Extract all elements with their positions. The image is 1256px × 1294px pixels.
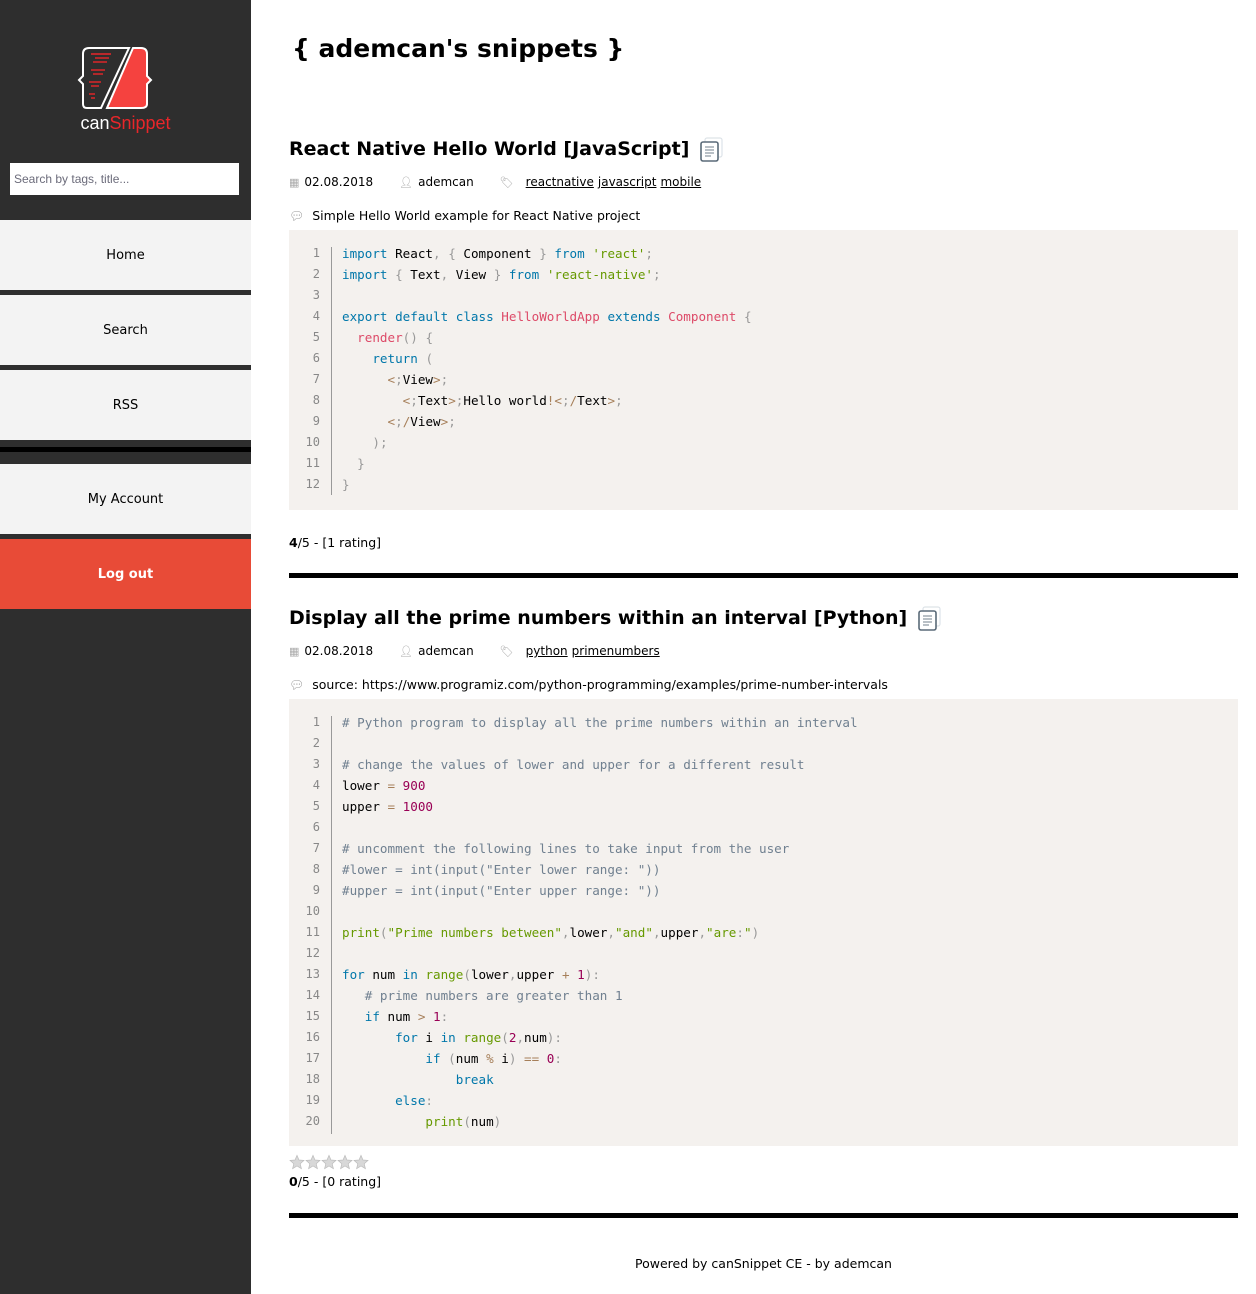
code-line: # prime numbers are greater than 1	[342, 988, 623, 1003]
line-number-separator	[331, 716, 332, 1134]
code-line: <;View>;	[387, 372, 449, 387]
line-number: 7	[312, 372, 320, 386]
line-number: 11	[305, 925, 320, 939]
comments-icon: 💬︎	[289, 677, 305, 692]
tag-link[interactable]: mobile	[660, 175, 702, 189]
line-number: 7	[312, 841, 320, 855]
line-number: 16	[305, 1030, 320, 1044]
line-number: 10	[305, 435, 320, 449]
tag-icon: 🏷︎	[499, 644, 514, 658]
code-line: #upper = int(input("Enter upper range: "))	[342, 883, 661, 898]
tag-icon: 🏷︎	[499, 175, 514, 189]
line-number: 1	[312, 246, 320, 260]
line-number: 4	[312, 778, 320, 792]
calendar-icon: ▦	[289, 644, 300, 658]
logout-button[interactable]: Log out	[0, 539, 251, 609]
line-number: 12	[305, 946, 320, 960]
code-line: <;/View>;	[387, 414, 456, 429]
snippet-description: 💬︎ Simple Hello World example for React Native project	[289, 208, 641, 223]
snippet-title-link[interactable]: Display all the prime numbers within an interval [Python]	[289, 607, 908, 629]
line-number: 20	[305, 1114, 320, 1128]
snippet-meta	[289, 175, 731, 189]
line-number: 11	[305, 456, 320, 470]
code-line: break	[455, 1072, 494, 1087]
line-number: 6	[312, 820, 320, 834]
code-line: # change the values of lower and upper for a different result	[342, 757, 805, 772]
line-number: 13	[305, 967, 320, 981]
line-number: 3	[312, 757, 320, 771]
line-number: 1	[312, 715, 320, 729]
line-number: 9	[312, 414, 320, 428]
line-number: 19	[305, 1093, 320, 1107]
line-number: 10	[305, 904, 320, 918]
nav-rss[interactable]: RSS	[0, 370, 251, 440]
tag-link[interactable]: python	[525, 644, 568, 658]
line-number-separator	[331, 247, 332, 495]
nav-divider	[0, 447, 251, 452]
copy-icon[interactable]	[699, 137, 723, 161]
line-number: 12	[305, 477, 320, 491]
snippet-rating: 4/5 - [1 rating]	[289, 535, 382, 550]
calendar-icon: ▦	[289, 175, 300, 189]
snippet-title	[289, 606, 941, 630]
code-line: );	[372, 435, 388, 450]
star-icon[interactable]	[321, 1154, 337, 1170]
snippet-meta	[289, 644, 690, 658]
code-block[interactable]	[289, 230, 1238, 510]
nav-search[interactable]: Search	[0, 295, 251, 365]
code-block[interactable]	[289, 699, 1238, 1146]
user-icon: 👤︎	[399, 175, 414, 189]
line-number: 3	[312, 288, 320, 302]
snippet-title	[289, 137, 723, 161]
footer-text: Powered by canSnippet CE - by ademcan	[635, 1256, 892, 1271]
line-number: 18	[305, 1072, 320, 1086]
star-icon[interactable]	[353, 1154, 369, 1170]
user-icon: 👤︎	[399, 644, 414, 658]
code-line: import { Text, View } from 'react-native';	[342, 267, 661, 282]
snippet-divider	[289, 573, 1238, 578]
line-number: 2	[312, 267, 320, 281]
code-line: # uncomment the following lines to take input from the user	[342, 841, 790, 856]
line-number: 8	[312, 862, 320, 876]
line-number: 5	[312, 330, 320, 344]
code-line: export default class HelloWorldApp extends Component {	[342, 309, 752, 324]
line-number: 17	[305, 1051, 320, 1065]
code-line: upper = 1000	[342, 799, 434, 814]
code-line: for num in range(lower,upper + 1):	[342, 967, 600, 982]
code-line: if (num % i) == 0:	[425, 1051, 562, 1066]
star-icon[interactable]	[289, 1154, 305, 1170]
code-line: else:	[395, 1093, 434, 1108]
tag-link[interactable]: javascript	[597, 175, 657, 189]
code-line: print(num)	[425, 1114, 502, 1129]
snippet-author: ademcan	[418, 644, 474, 658]
search-input[interactable]	[10, 163, 239, 195]
code-line: }	[342, 477, 350, 492]
code-line: #lower = int(input("Enter lower range: "))	[342, 862, 661, 877]
line-number: 4	[312, 309, 320, 323]
tag-link[interactable]: reactnative	[525, 175, 594, 189]
snippet-rating: 0/5 - [0 rating]	[289, 1174, 382, 1189]
star-icon[interactable]	[305, 1154, 321, 1170]
code-line: for i in range(2,num):	[395, 1030, 562, 1045]
code-line: return (	[372, 351, 434, 366]
star-rating-widget	[289, 1154, 369, 1170]
line-number: 14	[305, 988, 320, 1002]
line-number: 8	[312, 393, 320, 407]
code-line: import React, { Component } from 'react';	[342, 246, 653, 261]
line-number: 2	[312, 736, 320, 750]
sidebar	[0, 0, 251, 1294]
nav-my-account[interactable]: My Account	[0, 464, 251, 534]
code-line: # Python program to display all the prime numbers within an interval	[342, 715, 858, 730]
snippet-description: 💬︎ source: https://www.programiz.com/python-programming/examples/prime-number-intervals	[289, 677, 888, 692]
star-icon[interactable]	[337, 1154, 353, 1170]
line-number: 5	[312, 799, 320, 813]
line-number: 6	[312, 351, 320, 365]
nav-home[interactable]: Home	[0, 220, 251, 290]
snippet-divider	[289, 1213, 1238, 1218]
copy-icon[interactable]	[917, 606, 941, 630]
tag-link[interactable]: primenumbers	[571, 644, 660, 658]
snippet-author: ademcan	[418, 175, 474, 189]
line-number: 9	[312, 883, 320, 897]
logo-wordmark: canSnippet	[80, 113, 171, 133]
snippet-date: 02.08.2018	[304, 175, 374, 189]
snippet-date: 02.08.2018	[304, 644, 374, 658]
snippet-title-link[interactable]: React Native Hello World [JavaScript]	[289, 138, 690, 160]
code-line: print("Prime numbers between",lower,"and",upper,"are:")	[342, 925, 760, 940]
code-line: render() {	[357, 330, 434, 345]
code-line: }	[357, 456, 365, 471]
comments-icon: 💬︎	[289, 208, 305, 223]
page-title: { ademcan's snippets }	[292, 34, 625, 63]
code-line: <;Text>;Hello world!<;/Text>;	[402, 393, 623, 408]
code-line: if num > 1:	[364, 1009, 449, 1024]
line-number: 15	[305, 1009, 320, 1023]
code-line: lower = 900	[342, 778, 426, 793]
